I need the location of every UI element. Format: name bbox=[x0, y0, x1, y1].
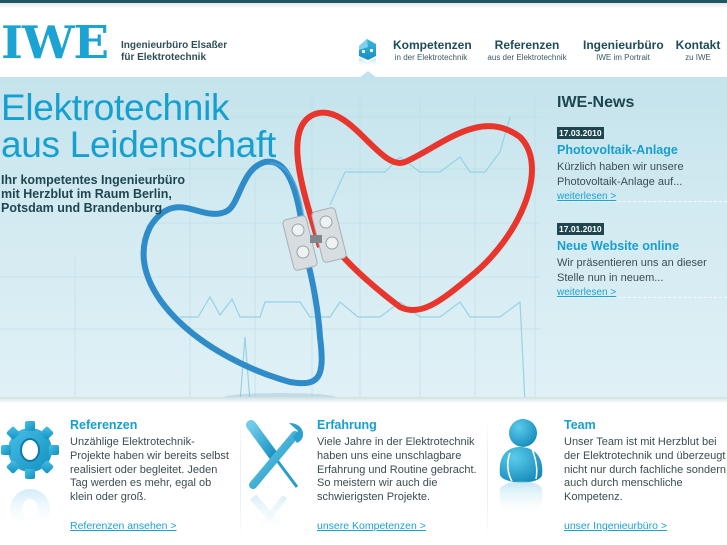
hero-title bbox=[1, 89, 276, 163]
nav-item-referenzen[interactable] bbox=[484, 38, 570, 64]
nav-label: Ingenieurbüro bbox=[583, 38, 664, 52]
news-date: 17.03.2010 bbox=[559, 128, 602, 138]
news-title: IWE-News bbox=[557, 94, 635, 111]
nav-label: Kontakt bbox=[675, 38, 721, 52]
hero-subtitle-line-2: mit Herzblut im Raum Berlin, bbox=[1, 187, 172, 201]
tagline-line-1: Ingenieurbüro Elsaßer bbox=[121, 40, 228, 51]
news-item bbox=[557, 219, 727, 300]
hero-title-line-2: aus Leidenschaft bbox=[1, 124, 276, 165]
feature-text: Unzählige Elektrotechnik-Projekte haben wir bereits selbst realisiert oder begleitet. Jeden Tag werden es mehr, egal ob klein oder groß. bbox=[70, 436, 229, 504]
hero-subtitle bbox=[1, 173, 185, 215]
feature-link[interactable]: unsere Kompetenzen > bbox=[317, 520, 426, 532]
nav-label: Referenzen bbox=[494, 38, 560, 52]
news-read-more-link[interactable]: weiterlesen > bbox=[557, 287, 617, 298]
news-text: Kürzlich haben wir unsere Photovoltaik-Anlage auf... bbox=[557, 161, 684, 188]
nav-label: Kompetenzen bbox=[393, 38, 472, 52]
news-headline[interactable]: Photovoltaik-Anlage bbox=[557, 143, 678, 157]
gear-icon bbox=[0, 417, 60, 542]
logo[interactable]: IWE bbox=[1, 16, 109, 69]
nav-home-button[interactable] bbox=[356, 36, 380, 72]
hero-title-line-1: Elektrotechnik bbox=[1, 87, 230, 128]
hero-banner bbox=[0, 77, 727, 402]
nav-sublabel: aus der Elektrotechnik bbox=[487, 53, 567, 62]
news-divider bbox=[557, 201, 727, 202]
user-icon bbox=[492, 417, 552, 542]
nav-item-kompetenzen[interactable] bbox=[393, 38, 472, 64]
hero-subtitle-line-3: Potsdam und Brandenburg bbox=[1, 201, 163, 215]
tools-icon bbox=[245, 417, 305, 542]
nav-sublabel: zu IWE bbox=[685, 53, 711, 62]
news-text: Wir präsentieren uns an dieser Stelle nun in neuem... bbox=[557, 257, 707, 284]
house-icon bbox=[356, 36, 380, 72]
nav-item-kontakt[interactable] bbox=[673, 38, 723, 64]
feature-title: Referenzen bbox=[70, 418, 138, 432]
feature-text: Viele Jahre in der Elektrotechnik haben uns eine unschlagbare Erfahrung und Routine gebracht. So meistern wir auch die schwierigsten Projekte. bbox=[317, 436, 477, 504]
news-date: 17.01.2010 bbox=[559, 224, 602, 234]
feature-divider bbox=[240, 418, 241, 538]
nav-item-ingenieurbuero[interactable] bbox=[583, 38, 663, 64]
tagline-line-2: für Elektrotechnik bbox=[121, 52, 207, 63]
news-item bbox=[557, 123, 727, 204]
feature-title: Erfahrung bbox=[317, 418, 377, 432]
news-divider bbox=[557, 297, 727, 298]
news-read-more-link[interactable]: weiterlesen > bbox=[557, 191, 617, 202]
feature-text: Unser Team ist mit Herzblut bei der Elektrotechnik und überzeugt nicht nur durch fachliche sondern auch durch menschliche Kompetenz. bbox=[564, 436, 727, 504]
feature-divider bbox=[487, 418, 488, 538]
nav-sublabel: in der Elektrotechnik bbox=[394, 53, 468, 62]
news-headline[interactable]: Neue Website online bbox=[557, 239, 680, 253]
nav-sublabel: IWE im Portrait bbox=[596, 53, 650, 62]
tagline bbox=[121, 40, 227, 64]
top-shadow bbox=[0, 3, 727, 9]
feature-title: Team bbox=[564, 418, 596, 432]
hero-bottom-shadow bbox=[0, 397, 727, 403]
hero-subtitle-line-1: Ihr kompetentes Ingenieurbüro bbox=[1, 173, 186, 187]
feature-link[interactable]: Referenzen ansehen > bbox=[70, 520, 177, 532]
feature-link[interactable]: unser Ingenieurbüro > bbox=[564, 520, 668, 532]
